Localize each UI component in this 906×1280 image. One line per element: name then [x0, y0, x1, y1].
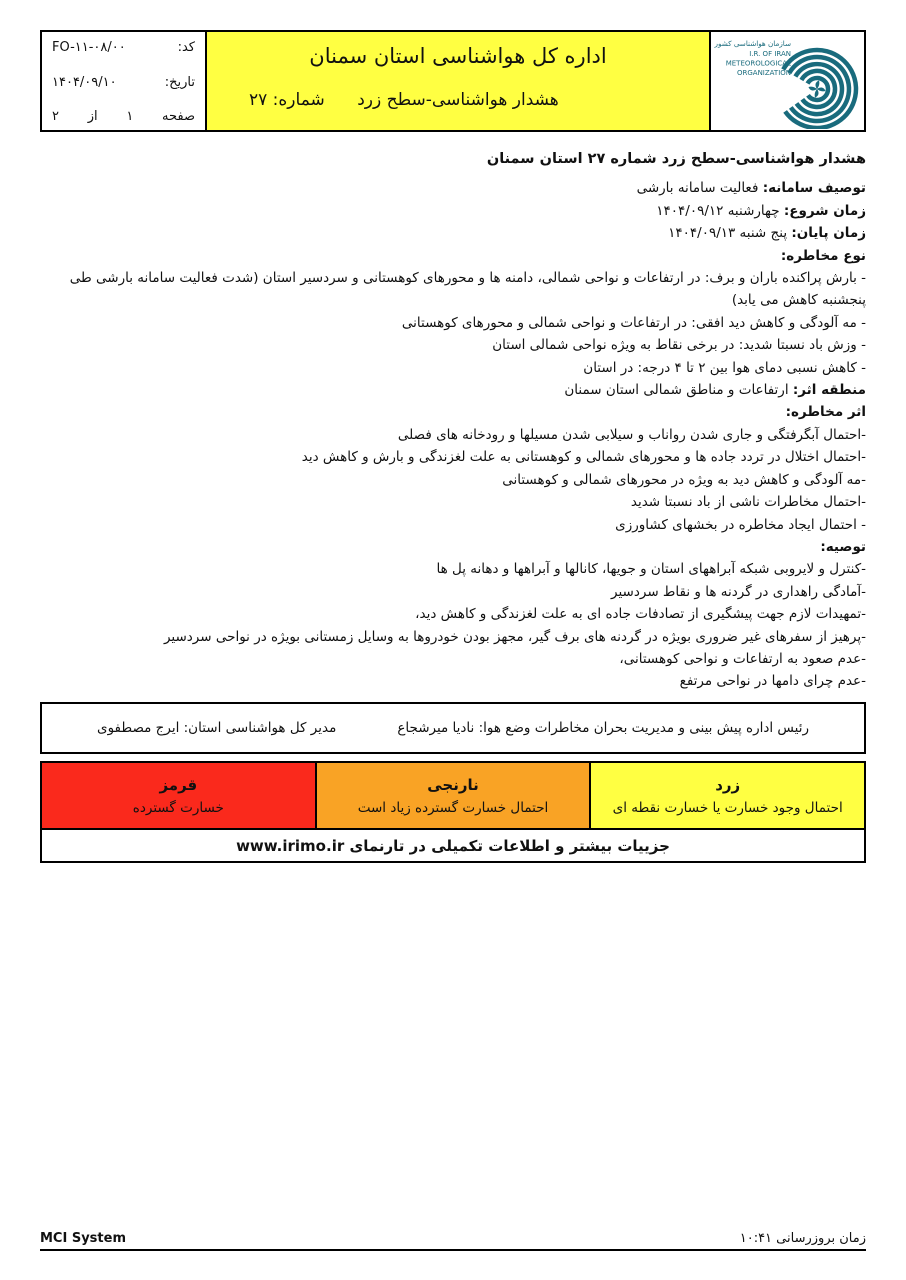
body-line: - احتمال ایجاد مخاطره در بخشهای کشاورزی [615, 516, 866, 533]
body-line: توصیف سامانه: فعالیت سامانه بارشی [636, 180, 866, 197]
document-info-cell [42, 32, 205, 130]
body-line: توصیه: [820, 538, 866, 555]
update-time: زمان بروزرسانی ۱۰:۴۱ [739, 1231, 866, 1246]
director-general-signature: مدیر کل هواشناسی استان: ایرج مصطفوی [97, 720, 337, 736]
code-label: کد: [177, 40, 195, 55]
page-of-label: از [87, 109, 98, 124]
page-current: ۱ [126, 109, 134, 124]
date-value: ۱۴۰۴/۰۹/۱۰ [52, 74, 117, 90]
level-yellow-desc: احتمال وجود خسارت یا خسارت نقطه ای [612, 799, 843, 816]
body-line: -مه آلودگی و کاهش دید به ویژه در محورهای شمالی و کوهستانی [502, 471, 866, 488]
level-yellow-name: زرد [715, 775, 741, 794]
logo-fa-name: سازمان هواشناسی کشور [714, 39, 791, 48]
level-orange-desc: احتمال خسارت گسترده زیاد است [357, 799, 549, 816]
page-number-row [52, 109, 195, 124]
footer-divider [40, 1249, 866, 1251]
body-line: -کنترل و لایروبی شبکه آبراههای استان و جویها، کانالها و آبراهها و دهانه پل ها [436, 561, 866, 578]
level-red-name: قرمز [159, 775, 198, 794]
warning-body [40, 148, 866, 702]
body-line: نوع مخاطره: [780, 247, 866, 264]
date-label: تاریخ: [164, 74, 195, 90]
level-red-desc: خسارت گسترده [132, 799, 224, 816]
body-line: - مه آلودگی و کاهش دید افقی: در ارتفاعات و نواحی شمالی و محورهای کوهستانی [401, 314, 866, 331]
body-line: -پرهیز از سفرهای غیر ضروری بویژه در گردنه های برف گیر، مجهز بودن خودروها به وسایل زمستانی بویژه در نواحی سردسیر [163, 628, 866, 645]
footer-text-row [40, 1231, 866, 1246]
date-row [52, 75, 195, 90]
signatures-box [40, 702, 866, 754]
level-red-cell [42, 763, 315, 828]
body-line: زمان شروع: چهارشنبه ۱۴۰۴/۰۹/۱۲ [656, 202, 866, 219]
yellow-banner [205, 32, 711, 130]
level-orange-cell [315, 763, 590, 828]
level-orange-name: نارنجی [427, 775, 479, 794]
body-line: -احتمال اختلال در تردد جاده ها و محورهای شمالی و کوهستانی به علت لغزندگی و بارش و کاهش دید [301, 449, 866, 466]
body-line: -احتمال مخاطرات ناشی از باد نسبتا شدید [630, 494, 866, 511]
body-line: -عدم چرای دامها در نواحی مرتفع [679, 673, 866, 690]
level-yellow-cell [589, 763, 864, 828]
body-line: - کاهش نسبی دمای هوا بین ۲ تا ۴ درجه: در استان [583, 359, 866, 376]
logo-pinwheel-center [809, 81, 826, 98]
code-row [52, 40, 195, 55]
system-name: MCI System [40, 1231, 126, 1246]
warning-levels-row [42, 763, 864, 828]
code-value: FO-۱۱-۰۸/۰۰ [52, 40, 126, 55]
body-line: زمان پایان: پنج شنبه ۱۴۰۴/۰۹/۱۳ [668, 225, 866, 242]
body-line: -احتمال آبگرفتگی و جاری شدن رواناب و سیلابی شدن مسیلها و رودخانه های فصلی [397, 426, 866, 443]
warning-number: شماره: ۲۷ [249, 90, 325, 110]
page-footer [40, 1231, 866, 1251]
body-line: -عدم صعود به ارتفاعات و نواحی کوهستانی، [619, 650, 866, 667]
logo-en-line1: I.R. OF IRAN [749, 50, 791, 58]
organization-title: اداره کل هواشناسی استان سمنان [309, 44, 607, 68]
body-line: -تمهیدات لازم جهت پیشگیری از تصادفات جاده ای به علت لغزندگی و کاهش دید، [415, 606, 866, 623]
logo-cell [711, 32, 864, 130]
irimo-logo-icon [713, 33, 862, 129]
body-line: اثر مخاطره: [785, 404, 866, 421]
body-line: منطقه اثر: ارتفاعات و مناطق شمالی استان سمنان [564, 382, 866, 399]
body-line: - وزش باد نسبتا شدید: در برخی نقاط به ویژه نواحی شمالی استان [492, 337, 866, 354]
forecast-head-signature: رئیس اداره پیش بینی و مدیریت بحران مخاطرات وضع هوا: نادیا میرشجاع [397, 720, 809, 736]
body-line: - بارش پراکنده باران و برف: در ارتفاعات و نواحی شمالی، دامنه ها و محورهای کوهستانی و سردسیر استان (شدت فعالیت سامانه بارشی طی پنجشنبه کاهش می یابد) [69, 270, 866, 309]
warning-heading: هشدار هواشناسی-سطح زرد شماره ۲۷ استان سمنان [486, 151, 866, 167]
warning-levels-table [40, 761, 866, 863]
body-line: -آمادگی راهداری در گردنه ها و نقاط سردسیر [611, 583, 866, 600]
logo-en-line2: METEOROLOGICAL [725, 59, 791, 68]
page-total: ۲ [52, 109, 59, 124]
page-label: صفحه [162, 109, 195, 124]
logo-en-line3: ORGANIZATION [736, 69, 791, 77]
header-table [40, 30, 866, 132]
warning-subtitle: هشدار هواشناسی-سطح زرد [357, 90, 559, 110]
website-note: جزییات بیشتر و اطلاعات تکمیلی در تارنمای www.irimo.ir [42, 828, 864, 861]
